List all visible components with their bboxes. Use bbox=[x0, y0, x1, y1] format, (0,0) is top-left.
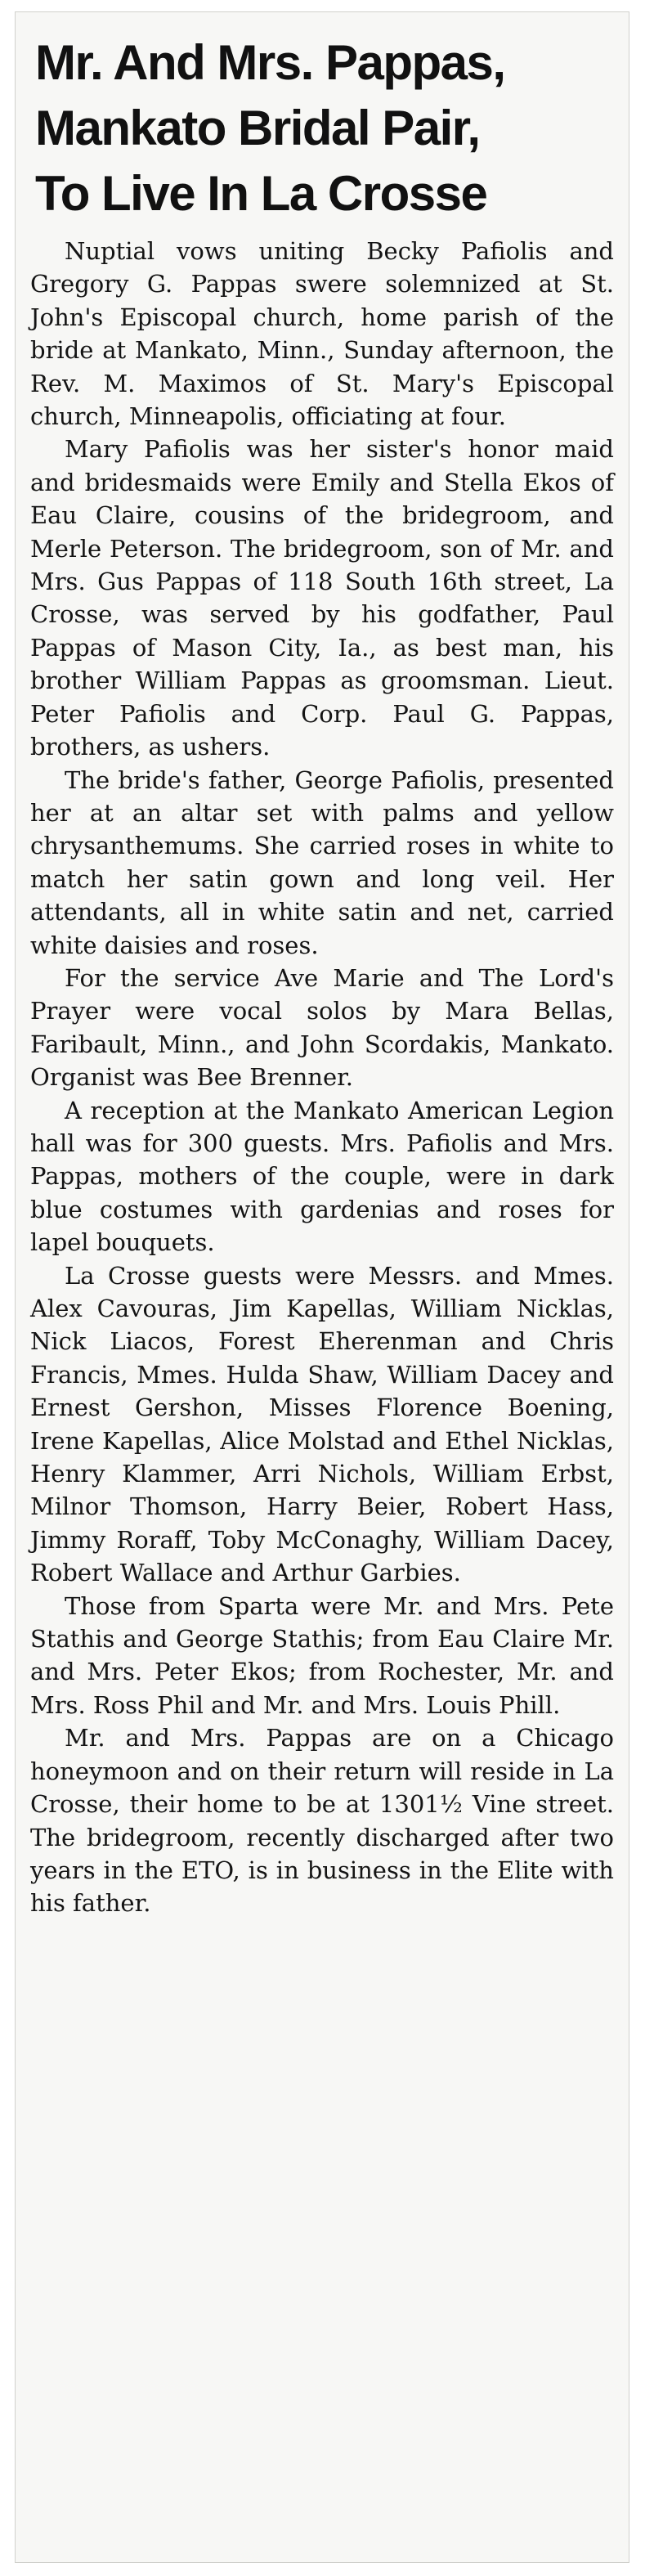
paragraph-honeymoon: Mr. and Mrs. Pappas are on a Chicago honeymoon and on their return will reside in La Crosse, their home to be at 1301½ Vine street. The bridegroom, recently discharged after two years in the ETO, is in business in the Elite with his father. bbox=[30, 1724, 614, 1918]
paragraph-music: For the service Ave Marie and The Lord's Prayer were vocal solos by Mara Bellas, Faribault, Minn., and John Scordakis, Mankato. Organist was Bee Brenner. bbox=[30, 963, 614, 1092]
paragraph-ceremony: Nuptial vows uniting Becky Pafiolis and Gregory G. Pappas swere solemnized at St. John's Episcopal church, home parish of the bride at Mankato, Minn., Sunday afternoon, the Rev. M. Maximos of St. Mary's Episcopal church, Minneapolis, officiating at four. bbox=[30, 237, 614, 431]
headline-line-3: To Live In La Crosse bbox=[35, 166, 487, 221]
article-body bbox=[30, 235, 614, 1920]
paragraph-la-crosse-guests: La Crosse guests were Messrs. and Mmes. Alex Cavouras, Jim Kapellas, William Nicklas, Nick Liacos, Forest Eherenman and Chris Francis, Mmes. Hulda Shaw, William Dacey and Ernest Gershon, Misses Florence Boening, Irene Kapellas, Alice Molstad and Ethel Nicklas, Henry Klammer, Arri Nichols, William Erbst, Milnor Thomson, Harry Beier, Robert Hass, Jimmy Roraff, Toby McConaghy, William Dacey, Robert Wallace and Arthur Garbies. bbox=[30, 1261, 614, 1587]
newspaper-clipping bbox=[15, 11, 629, 2563]
paragraph-reception: A reception at the Mankato American Legion hall was for 300 guests. Mrs. Pafiolis and Mrs. Pappas, mothers of the couple, were in dark blue costumes with gardenias and roses for lapel bouquets. bbox=[30, 1096, 614, 1257]
headline-line-1: Mr. And Mrs. Pappas, bbox=[35, 35, 505, 90]
paragraph-bride: The bride's father, George Pafiolis, presented her at an altar set with palms and yellow chrysanthemums. She carried roses in white to match her satin gown and long veil. Her attendants, all in white satin and net, carried white daisies and roses. bbox=[30, 765, 614, 959]
headline-line-2: Mankato Bridal Pair, bbox=[35, 101, 480, 155]
article-headline bbox=[35, 30, 609, 227]
paragraph-other-guests: Those from Sparta were Mr. and Mrs. Pete Stathis and George Stathis; from Eau Claire Mr. and Mrs. Peter Ekos; from Rochester, Mr. and Mrs. Ross Phil and Mr. and Mrs. Louis Phill. bbox=[30, 1591, 614, 1719]
paragraph-attendants: Mary Pafiolis was her sister's honor maid and bridesmaids were Emily and Stella Ekos of Eau Claire, cousins of the bridegroom, and Merle Peterson. The bridegroom, son of Mr. and Mrs. Gus Pappas of 118 South 16th street, La Crosse, was served by his godfather, Paul Pappas of Mason City, Ia., as best man, his brother William Pappas as groomsman. Lieut. Peter Pafiolis and Corp. Paul G. Pappas, brothers, as ushers. bbox=[30, 435, 614, 761]
